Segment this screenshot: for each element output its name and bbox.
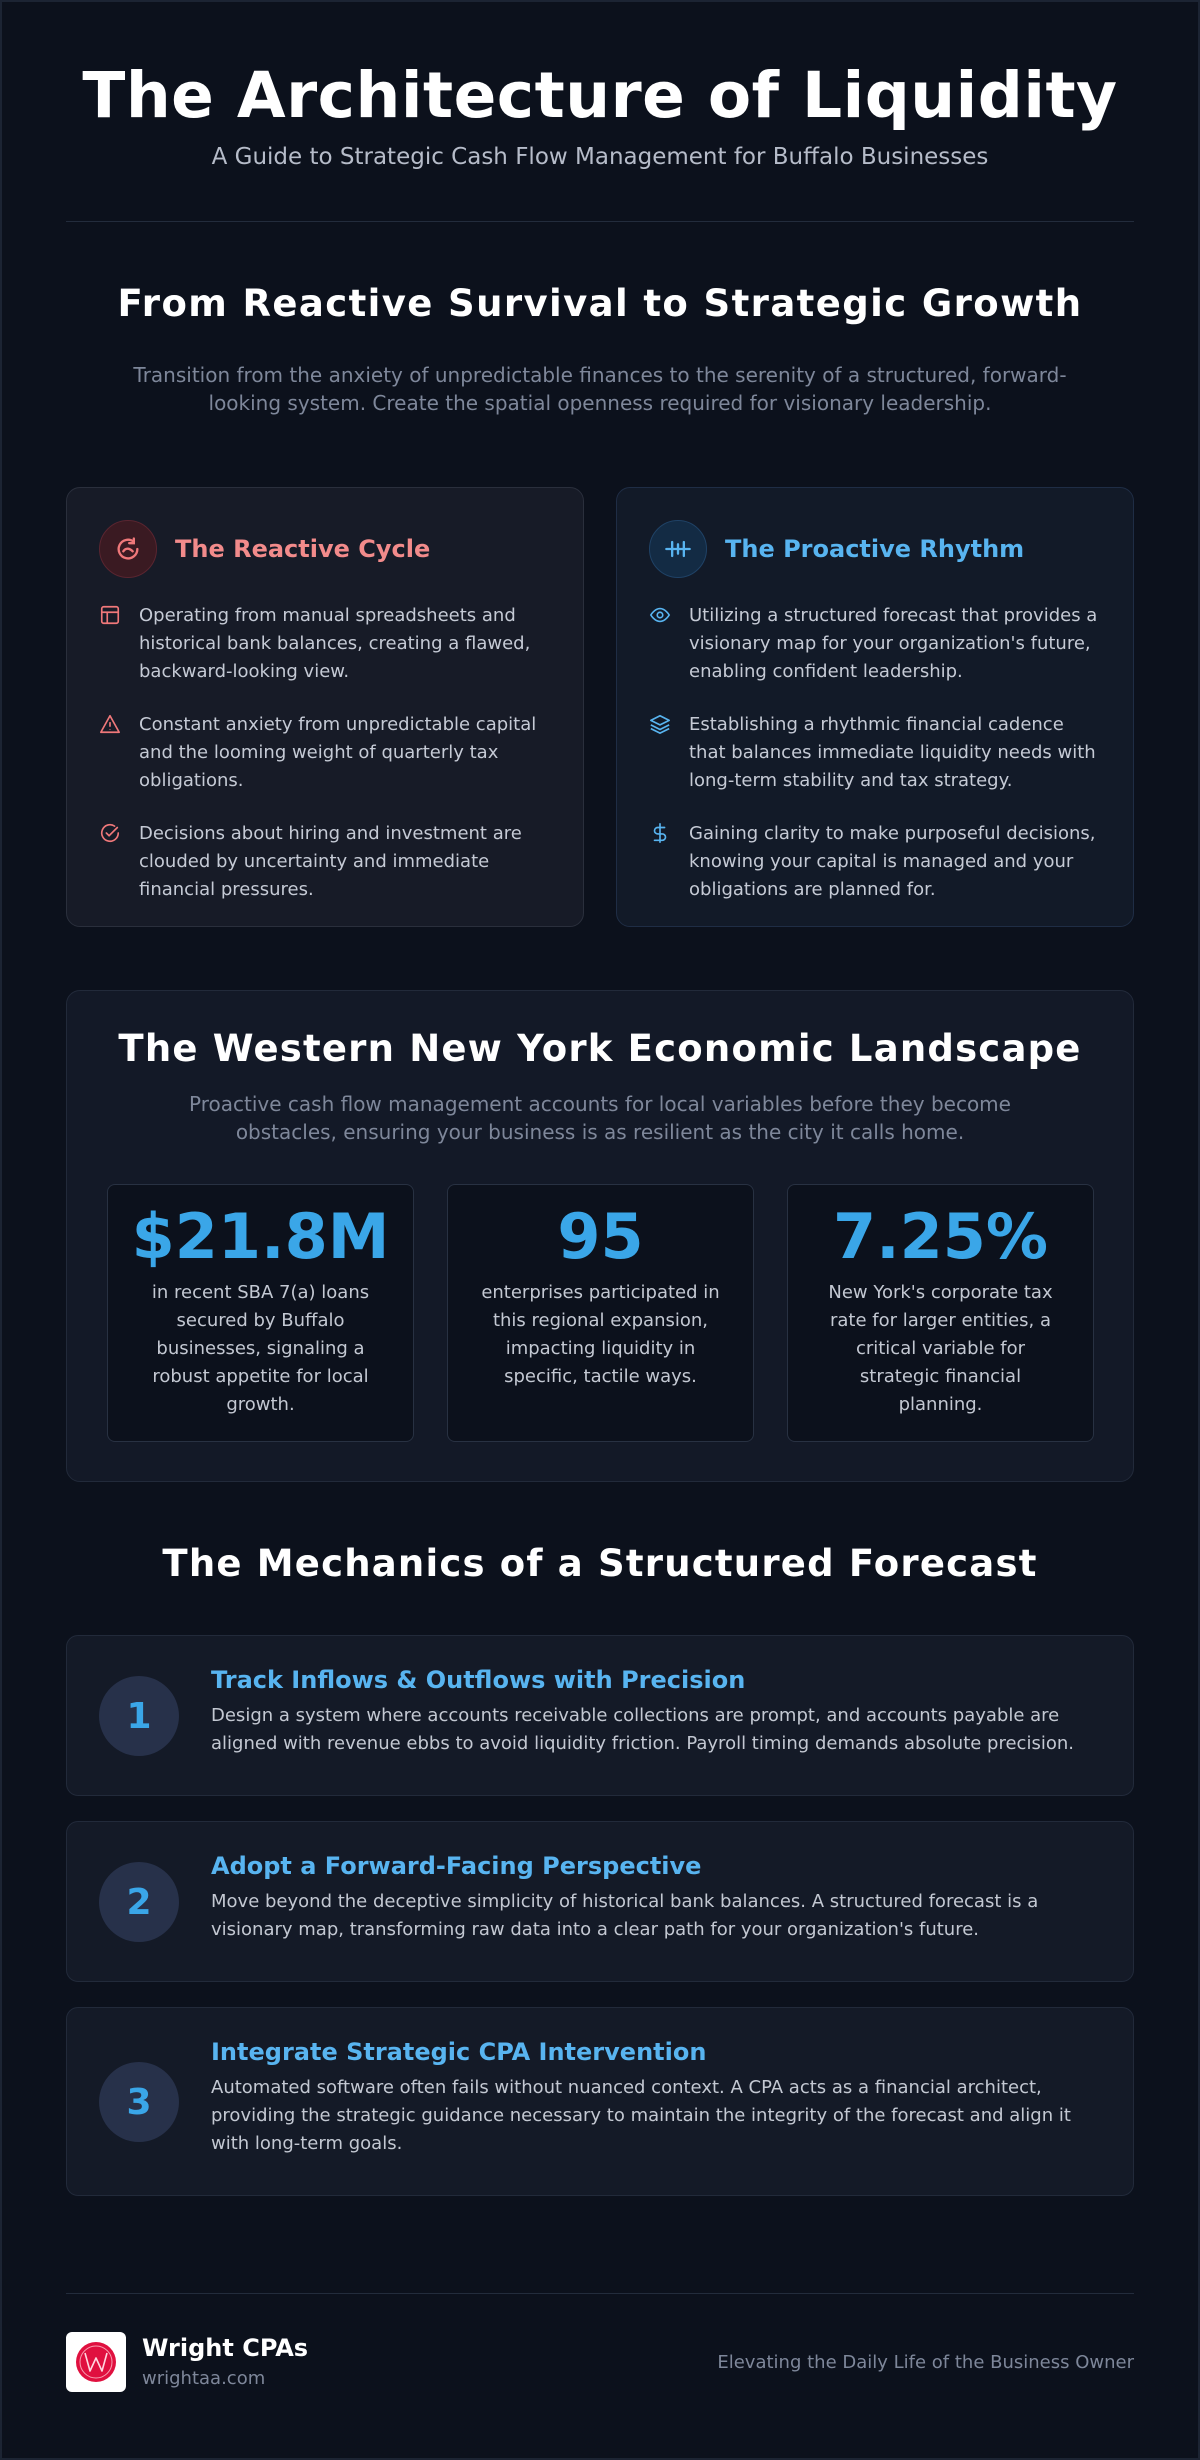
brand-logo[interactable] <box>66 2332 126 2392</box>
list-item <box>99 602 551 686</box>
economic-landscape-section <box>66 990 1134 1482</box>
proactive-item-text: Utilizing a structured forecast that provides a visionary map for your organization's future, enabling confident leadership. <box>689 605 1098 682</box>
footer-divider <box>66 2293 1134 2294</box>
layers-icon <box>649 713 673 737</box>
stat-value: 7.25% <box>832 1200 1049 1273</box>
proactive-item-text: Establishing a rhythmic financial cadence that balances immediate liquidity needs with long-term stability and tax strategy. <box>689 714 1096 791</box>
spreadsheet-icon <box>99 604 123 628</box>
step-description: Automated software often fails without nuanced context. A CPA acts as a financial architect, providing the strategic guidance necessary to maintain the integrity of the forecast and align it with long-term goals. <box>211 2077 1071 2154</box>
page-header <box>66 58 1134 170</box>
brand-website-link[interactable]: wrightaa.com <box>142 2368 266 2389</box>
mechanics-section <box>66 1542 1134 1585</box>
step-number-badge: 1 <box>99 1676 179 1756</box>
reactive-item-text: Operating from manual spreadsheets and historical bank balances, creating a flawed, backward-looking view. <box>139 605 531 682</box>
stat-card <box>107 1184 414 1442</box>
stat-card <box>787 1184 1094 1442</box>
step-card <box>66 1821 1134 1982</box>
step-title: Track Inflows & Outflows with Precision <box>211 1666 746 1694</box>
step-description: Design a system where accounts receivable collections are prompt, and accounts payable are aligned with revenue ebbs to avoid liquidity friction. Payroll timing demands absolute precision. <box>211 1705 1074 1754</box>
stat-description: New York's corporate tax rate for larger entities, a critical variable for strategic financial planning. <box>828 1282 1053 1415</box>
cycle-icon <box>99 520 157 578</box>
page-title: The Architecture of Liquidity <box>82 59 1118 132</box>
reactive-item-text: Constant anxiety from unpredictable capital and the looming weight of quarterly tax obligations. <box>139 714 537 791</box>
proactive-item-text: Gaining clarity to make purposeful decisions, knowing your capital is managed and your obligations are planned for. <box>689 823 1096 900</box>
list-item <box>99 820 551 904</box>
list-item <box>99 711 551 795</box>
header-divider <box>66 221 1134 222</box>
reactive-title: The Reactive Cycle <box>175 535 431 563</box>
step-description: Move beyond the deceptive simplicity of historical bank balances. A structured forecast is a visionary map, transforming raw data into a clear path for your organization's future. <box>211 1891 1039 1940</box>
stat-value: $21.8M <box>131 1200 390 1273</box>
reactive-cycle-card <box>66 487 584 927</box>
list-item <box>649 711 1101 795</box>
step-title: Adopt a Forward-Facing Perspective <box>211 1852 702 1880</box>
mechanics-heading: The Mechanics of a Structured Forecast <box>162 1542 1038 1585</box>
step-card <box>66 1635 1134 1796</box>
step-number-badge: 2 <box>99 1862 179 1942</box>
step-title: Integrate Strategic CPA Intervention <box>211 2038 707 2066</box>
economy-text: Proactive cash flow management accounts for local variables before they become obstacles, ensuring your business is as resilient as the city it calls home. <box>189 1092 1011 1144</box>
page-subtitle: A Guide to Strategic Cash Flow Management for Buffalo Businesses <box>211 144 989 170</box>
intro-heading: From Reactive Survival to Strategic Growth <box>117 282 1083 325</box>
rhythm-icon <box>649 520 707 578</box>
check-circle-icon <box>99 822 123 846</box>
dollar-icon <box>649 822 673 846</box>
proactive-title: The Proactive Rhythm <box>725 535 1025 563</box>
proactive-rhythm-card <box>616 487 1134 927</box>
warning-icon <box>99 713 123 737</box>
footer-tagline: Elevating the Daily Life of the Business Owner <box>717 2352 1134 2373</box>
stat-description: in recent SBA 7(a) loans secured by Buffalo businesses, signaling a robust appetite for local growth. <box>151 1282 370 1415</box>
stat-description: enterprises participated in this regional expansion, impacting liquidity in specific, tactile ways. <box>481 1282 720 1387</box>
economy-heading: The Western New York Economic Landscape <box>118 1027 1082 1070</box>
stat-card <box>447 1184 754 1442</box>
brand-name: Wright CPAs <box>142 2334 309 2362</box>
eye-icon <box>649 604 673 628</box>
intro-text: Transition from the anxiety of unpredictable finances to the serenity of a structured, forward-looking system. Create the spatial openness required for visionary leadership. <box>133 363 1067 415</box>
step-card <box>66 2007 1134 2196</box>
intro-section <box>66 282 1134 417</box>
list-item <box>649 820 1101 904</box>
step-number-badge: 3 <box>99 2062 179 2142</box>
footer <box>66 2332 1134 2394</box>
reactive-item-text: Decisions about hiring and investment are clouded by uncertainty and immediate financial pressures. <box>139 823 522 900</box>
list-item <box>649 602 1101 686</box>
stat-value: 95 <box>557 1200 644 1273</box>
